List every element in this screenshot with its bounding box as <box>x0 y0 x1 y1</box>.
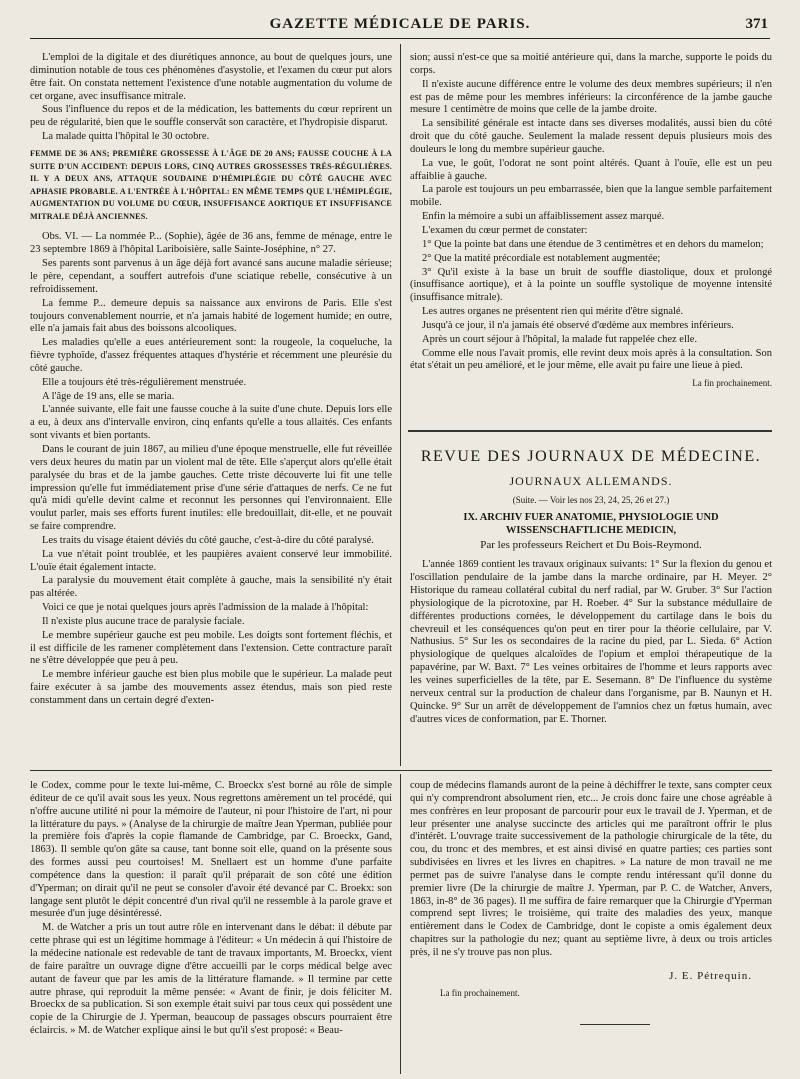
paragraph: La parole est toujours un peu embarrassée, bien que la langue semble parfaitement mobile. <box>410 184 772 209</box>
paragraph: Les autres organes ne présentent rien qui mérite d'être signalé. <box>422 306 684 318</box>
paragraph: Les maladies qu'elle a eues antérieurement sont: la rougeole, la coqueluche, la fièvre typhoïde, d'assez fréquentes attaques d'hystérie et récemment une pleurésie du côté gauche. <box>30 337 392 374</box>
paragraph: coup de médecins flamands auront de la peine à déchiffrer le texte, sans compter ceux qui n'y comprendront absolument rien, etc... Je crois donc faire une chose agréable à mes confrères en leur proposant de parcourir pour eux le travail de J. Yperman, et de leur présenter une analyse succincte des articles qui me paraîtront offrir le plus d'intérêt. L'ouvrage traite successivement de la pathologie chirurgicale de la tête, du cou, du tronc et des membres, et est ainsi divisé en quatre parties; ces parties sont subdivisées en livres et les livres en chapitres. » La nature de mon travail ne me permet pas de suivre l'analyse dans le compte rendu intéressant qu'il donne du premier livre (De la chirurgie de maître J. Yperman, par P. C. de Watcher, Anvers, 1863, in-8° de 36 pages). Il me suffira de faire remarquer que la Chirurgie d'Yperman comprend sept livres; le troisième, qui traite des maladies des yeux, manque entièrement dans le Codex de Cambridge, dont le copiste a omis également deux chapitres sur la pathologie du nez; quant au septième livre, à deux ou trois articles près, il ne s'y trouve pas non plus. <box>410 780 772 958</box>
paragraph: Il n'existe aucune différence entre le volume des deux membres supérieurs; il n'en est pas de même pour les membres inférieurs: la circonférence de la jambe gauche mesure 1 centimètre de moins que celle de la jambe droite. <box>410 78 772 116</box>
list-item: 2° Que la matité précordiale est notablement augmentée; <box>422 252 661 264</box>
revue-section <box>410 438 772 768</box>
observation-heading: Obs. VI. — La nommée P... (Sophie), âgée de 36 ans, femme de ménage, entre le 23 septembre 1869 à l'hôpital Lariboisière, salle Sainte-Joséphine, n° 27. <box>30 231 392 256</box>
paragraph: L'examen du cœur permet de constater: <box>422 224 588 236</box>
page-header <box>30 14 770 39</box>
paragraph: Ses parents sont parvenus à un âge déjà fort avancé sans aucune maladie sérieuse; le père, cependant, a souffert autrefois d'une sciatique rebelle, consécutive à un refroidissement. <box>30 258 392 295</box>
paragraph: La vue, le goût, l'odorat ne sont point altérés. Quant à l'ouïe, elle est un peu affaiblie à gauche. <box>410 157 772 182</box>
paragraph: Sous l'influence du repos et de la médication, les battements du cœur reprirent un peu de régularité, bien que le souffle conservât son caractère, et l'hydropisie disparut. <box>30 104 392 129</box>
paragraph: L'année 1869 contient les travaux originaux suivants: 1° Sur la flexion du genou et l'oscillation pendulaire de la jambe dans la marche ordinaire, par H. Meyer. 2° Historique du rameau collatéral cubital du nerf radial, par W. Gruber. 3° Sur l'action physiologique de la picrotoxine, par H. Roeber. 4° Sur la substance médullaire de différentes productions cornées, le développement du cartilage dans le bois du chevreuil et les conséquences qu'on peut en tirer pour la théorie cellulaire, par V. Nathusius. 5° Sur les os secondaires de la racine du pied, par L. Sieda. 6° Action physiologique de quelques alcaloïdes de l'opium et emploi thérapeutique de la papavérine, par W. Baxt. 7° Les veines orbitaires de l'homme et leurs rapports avec les veines superficielles de la tête, par E. Sesemann. 8° De l'influence du système nerveux central sur la production de chaleur dans l'organisme, par B. Naunyn et H. Quincke. 9° Sur un arrêt de développement de l'amnios chez un fœtus humain, avec d'autres vices de conformation, par E. Thorner. <box>410 559 772 725</box>
column-divider <box>400 774 401 1074</box>
list-item: 3° Qu'il existe à la base un bruit de souffle diastolique, doux et prolongé (insuffisance aortique), et à la pointe un souffle systolique de moyenne intensité (insuffisance mitrale). <box>410 266 772 304</box>
paragraph: Le membre inférieur gauche est bien plus mobile que le supérieur. La malade peut faire exécuter à sa jambe des mouvements assez étendus, mais son pied reste constamment dans un certain degré d'exten- <box>30 669 392 706</box>
case-summary: FEMME DE 36 ANS; PREMIÈRE GROSSESSE À L'ÂGE DE 20 ANS; FAUSSE COUCHE À LA SUITE D'UN ACCIDENT: DEPUIS LORS, CINQ AUTRES GROSSESSES TRÈS-RÉGULIÈRES. IL Y A DEUX ANS, ATTAQUE SOUDAINE D'HÉMIPLÉGIE DU CÔTÉ GAUCHE AVEC APHASIE PROBABLE. A L'ENTRÉE À L'HÔPITAL: EN MÊME TEMPS QUE L'HÉMIPLÉGIE, AUGMENTATION DU VOLUME DU CŒUR, INSUFFISANCE AORTIQUE ET INSUFFISANCE MITRALE DÉJÀ ANCIENNES. <box>30 148 392 221</box>
paragraph: sion; aussi n'est-ce que sa moitié antérieure qui, dans la marche, supporte le poids du corps. <box>410 52 772 76</box>
column-top-right <box>410 52 772 414</box>
paragraph: le Codex, comme pour le texte lui-même, C. Broeckx s'est borné au rôle de simple éditeur de ce qu'il avait sous les yeux. Nous regrettons amèrement un tel procédé, qui n'offre aucune utilité ni pour la mémoire de l'auteur, ni pour l'histoire de l'art, ni pour la littérature du pays. » (Analyse de la chirurgie de maître Jean Yperman, publiée pour la première fois d'après la copie flamande de Cambridge, par C. Broeckx, Gand, 1863). Il semble qu'on gâte sa cause, tant bonne soit elle, quand on la présente sous des formes aussi peu courtoises! M. Snellaert est un homme d'une parfaite compétence dans la question: il paraît qu'il préparait de son côté une édition d'Yperman; on dirait qu'il ne peut se consoler d'avoir été devancé par C. Broekx: son langage sent plutôt le dépit concentré d'un rival qu'il ne ressemble à la parole grave et mesurée d'un juge désintéressé. <box>30 780 392 920</box>
paragraph: Le membre supérieur gauche est peu mobile. Les doigts sont fortement fléchis, et il est difficile de les ramener complètement dans l'extension. Cette contracture paraît ne s'être développée que peu à peu. <box>30 629 392 667</box>
paragraph: Dans le courant de juin 1867, au milieu d'une époque menstruelle, elle fut réveillée vers deux heures du matin par un violent mal de tête. Elle s'aperçut alors qu'elle était paralysée du bras et de la jambe gauches. Cette triste découverte lui fit une telle impression qu'elle fut immédiatement prise d'une série d'attaques de nerfs. Ce ne fut qu'à midi qu'elle devint calme et reconnut les personnes qui l'environnaient. Elle voulut parler, mais ses efforts furent inutiles: elle bredouillait, dit-elle, et ne pouvait se faire comprendre. <box>30 443 392 533</box>
paragraph: L'année suivante, elle fait une fausse couche à la suite d'une chute. Depuis lors elle a eu, à deux ans d'intervalle environ, cinq enfants qu'elle a tous allaités. Ces enfants sont vivants et bien portants. <box>30 404 392 442</box>
continuation-note: La fin prochainement. <box>692 378 772 389</box>
column-divider <box>400 44 401 766</box>
column-top-left <box>30 52 392 760</box>
paragraph: Voici ce que je notai quelques jours après l'admission de la malade à l'hôpital: <box>42 602 369 614</box>
paragraph: M. de Watcher a pris un tout autre rôle en intervenant dans le débat: il débute par cette phrase qui est un légitime hommage à l'éditeur: « Un médecin à qui l'histoire de la médecine nationale est redevable de tant de travaux importants, M. Broeckx, vient de faire paraître un ouvrage digne d'être accueilli par le corps médical belge avec autant de faveur que par les amis de la littérature flamande. » Il termine par cette autre phrase, qui reproduit la même pensée: « Avant de finir, je dois féliciter M. Broeckx de sa publication. Si son exemple était suivi par tous ceux qui possèdent une copie de la Chirurgie de J. Yperman, beaucoup de passages obscurs pourraient être éclaircis. » M. de Watcher explique ainsi le but qu'il s'est proposé: « Beau- <box>30 922 392 1037</box>
section-title: REVUE DES JOURNAUX DE MÉDECINE. <box>420 448 762 465</box>
end-rule <box>580 1024 650 1025</box>
continuation-reference: (Suite. — Voir les nos 23, 24, 25, 26 et 27.) <box>512 495 670 505</box>
paragraph: L'emploi de la digitale et des diurétiques annonce, au bout de quelques jours, une diminution notable de tous ces phénomènes d'asystolie, et l'examen du cœur put alors être fait. On constata nettement l'existence d'une notable augmentation du volume de cet organe, avec insuffisance mitrale. <box>30 52 392 102</box>
paragraph: La femme P... demeure depuis sa naissance aux environs de Paris. Elle s'est toujours convenablement nourrie, et n'a jamais habité de logement humide; en outre, elle n'a jamais fait abus des boissons alcooliques. <box>30 297 392 335</box>
section-subtitle: JOURNAUX ALLEMANDS. <box>509 474 673 488</box>
paragraph: Enfin la mémoire a subi un affaiblissement assez marqué. <box>422 211 665 223</box>
paragraph: Il n'existe plus aucune trace de paralysie faciale. <box>42 615 245 627</box>
paragraph: La malade quitta l'hôpital le 30 octobre. <box>42 131 210 143</box>
bottom-section-divider <box>30 770 772 771</box>
paragraph: A l'âge de 19 ans, elle se maria. <box>42 390 175 402</box>
paragraph: Comme elle nous l'avait promis, elle revint deux mois après à la consultation. Son état s'était un peu amélioré, et le jour même, elle avait pu faire une lieue à pied. <box>410 347 772 372</box>
author-signature: J. E. Pétrequin. <box>669 969 752 982</box>
page-number: 371 <box>745 16 768 32</box>
column-bottom-left <box>30 780 392 1070</box>
column-bottom-right <box>410 780 772 1030</box>
journal-authors: Par les professeurs Reichert et Du Bois-Reymond. <box>480 539 702 551</box>
section-divider <box>408 430 772 432</box>
continuation-note: La fin prochainement. <box>440 987 520 998</box>
paragraph: La vue n'était point troublée, et les paupières avaient conservé leur immobilité. L'ouïe était également intacte. <box>30 548 392 573</box>
journal-title: GAZETTE MÉDICALE DE PARIS. <box>269 16 531 32</box>
paragraph: La sensibilité générale est intacte dans ses diverses modalités, aussi bien du côté droit que du côté gauche. Seulement la malade ressent depuis plusieurs mois des douleurs le long du membre supérieur gauche. <box>410 118 772 155</box>
paragraph: Les traits du visage étaient déviés du côté gauche, c'est-à-dire du côté paralysé. <box>42 534 374 546</box>
paragraph: Jusqu'à ce jour, il n'a jamais été observé d'œdème aux membres inférieurs. <box>422 319 734 331</box>
paragraph: Elle a toujours été très-régulièrement menstruée. <box>42 376 247 388</box>
list-item: 1° Que la pointe bat dans une étendue de 3 centimètres et en dehors du mamelon; <box>422 238 764 250</box>
journal-heading: IX. ARCHIV FUER ANATOMIE, PHYSIOLOGIE UND WISSENSCHAFTLICHE MEDICIN, <box>463 512 719 536</box>
paragraph: Après un court séjour à l'hôpital, la malade fut rappelée chez elle. <box>422 333 698 345</box>
paragraph: La paralysie du mouvement était complète à gauche, mais la sensibilité n'y était pas altérée. <box>30 575 392 600</box>
